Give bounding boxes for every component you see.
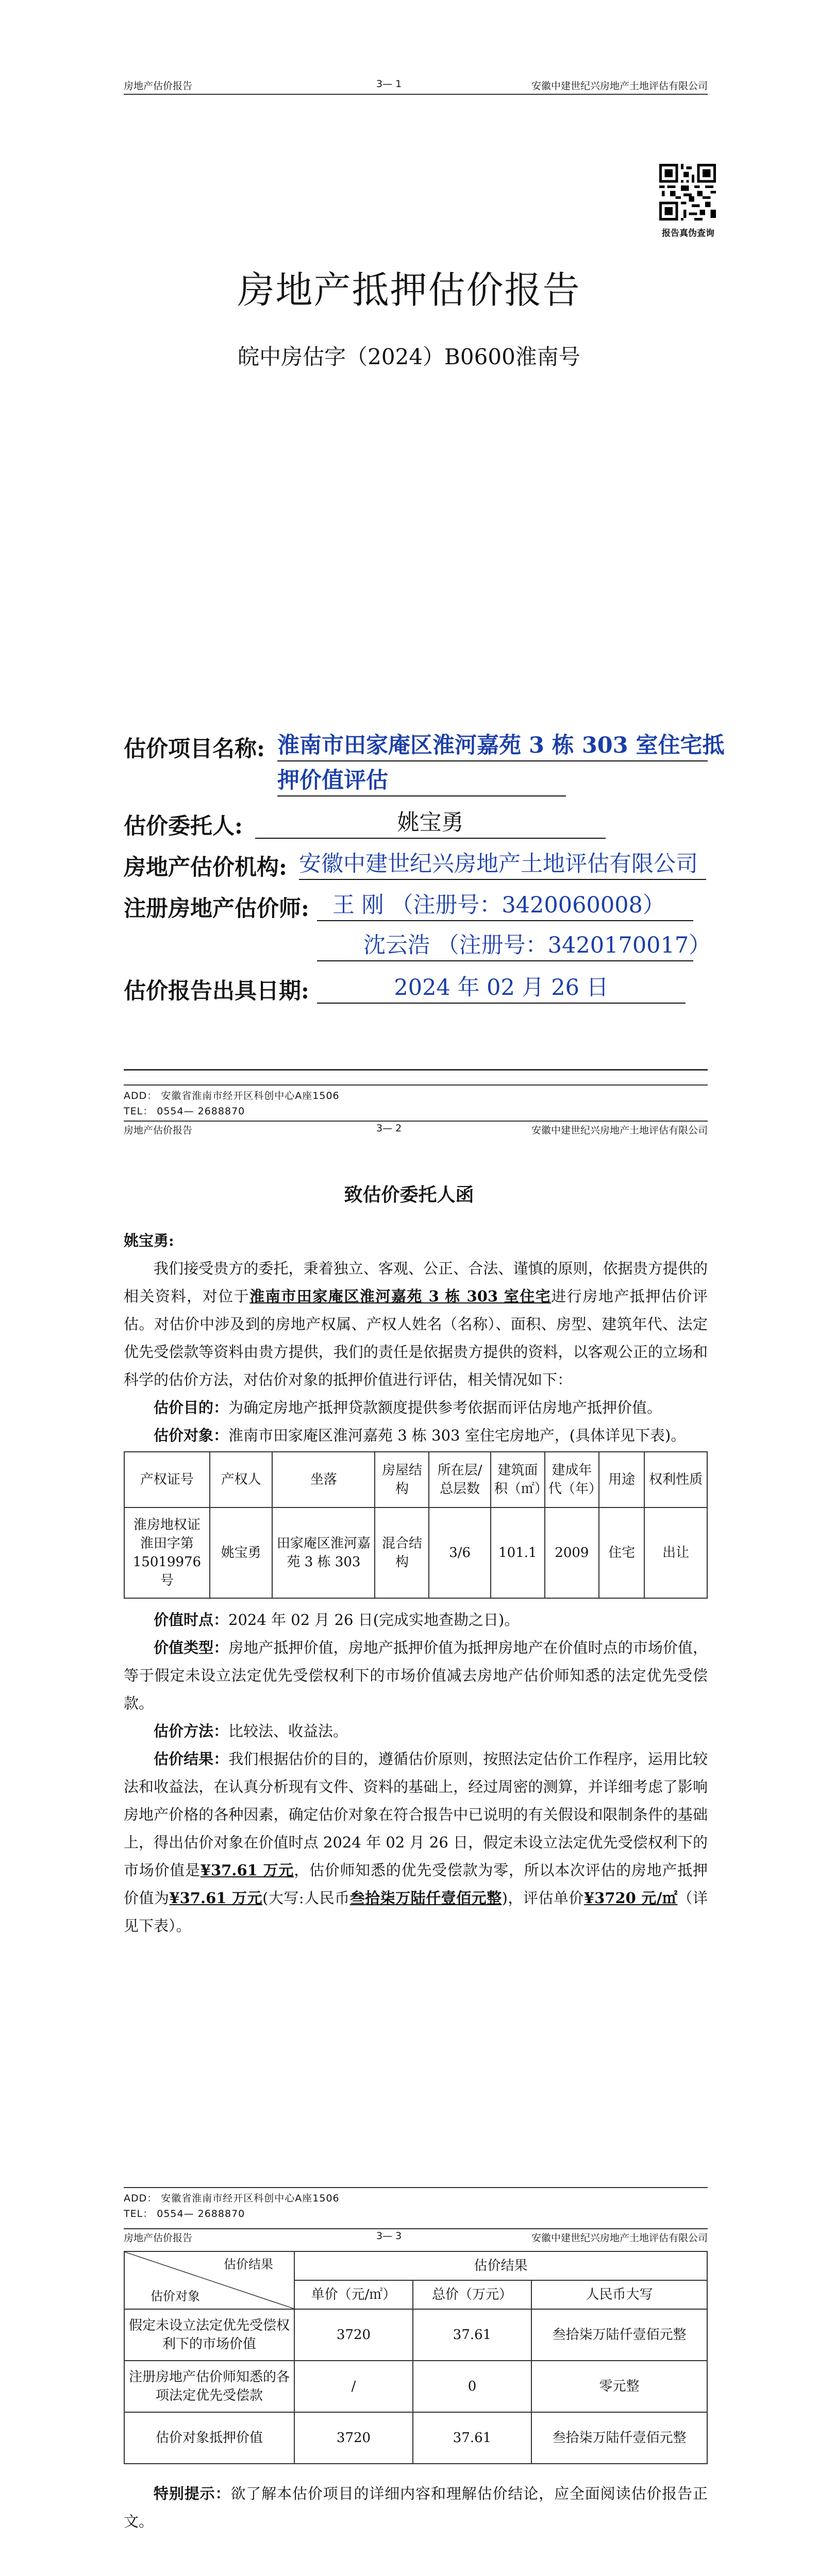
purpose-paragraph: 估价目的：为确定房地产抵押贷款额度提供参考依据而评估房地产抵押价值。 bbox=[154, 1399, 662, 1416]
row-total: 37.61 bbox=[413, 2412, 531, 2464]
table-row bbox=[124, 2361, 707, 2412]
header-left: 房地产估价报告 bbox=[124, 1125, 193, 1136]
corner-cell bbox=[124, 2251, 294, 2309]
mortgage-value: ¥37.61 万元 bbox=[169, 1889, 263, 1907]
row-total: 37.61 bbox=[413, 2309, 531, 2361]
salutation: 姚宝勇: bbox=[124, 1232, 174, 1249]
project-name-line2: 押价值评估 bbox=[277, 767, 566, 796]
row-caps: 零元整 bbox=[531, 2361, 707, 2412]
row-caps: 叁拾柒万陆仟壹佰元整 bbox=[531, 2412, 707, 2464]
report-title: 房地产抵押估价报告 bbox=[237, 268, 581, 312]
method-paragraph: 估价方法：比较法、收益法。 bbox=[154, 1722, 348, 1740]
page-footer bbox=[124, 2187, 708, 2223]
qr-caption: 报告真伪查询 bbox=[662, 228, 714, 239]
appraiser-row bbox=[124, 891, 711, 969]
appraiser-2: 沈云浩 （注册号：3420170017） bbox=[317, 931, 693, 961]
appraiser-label: 注册房地产估价师: bbox=[124, 896, 309, 922]
header-page-number: 3— 2 bbox=[376, 1123, 402, 1134]
cell-use: 住宅 bbox=[599, 1507, 644, 1598]
market-value: ¥37.61 万元 bbox=[200, 1861, 294, 1879]
cell-area: 101.1 bbox=[491, 1507, 545, 1598]
col-total: 总价（万元） bbox=[413, 2280, 531, 2309]
row-label: 注册房地产估价师知悉的各项法定优先受偿款 bbox=[124, 2361, 294, 2412]
letter-page bbox=[0, 1136, 818, 2244]
table-row bbox=[124, 1507, 707, 1598]
project-name-line1: 淮南市田家庵区淮河嘉苑 3 栋 303 室住宅抵 bbox=[277, 732, 708, 761]
cover-page bbox=[0, 0, 818, 1136]
report-date-value: 2024 年 02 月 26 日 bbox=[317, 974, 686, 1004]
unit-price: ¥3720 元/㎡ bbox=[583, 1889, 678, 1907]
letter-body bbox=[124, 1227, 708, 1449]
client-label: 估价委托人: bbox=[124, 814, 243, 839]
row-caps: 叁拾柒万陆仟壹佰元整 bbox=[531, 2309, 707, 2361]
row-label: 估价对象抵押价值 bbox=[124, 2412, 294, 2464]
th-location: 坐落 bbox=[272, 1452, 375, 1507]
page-header bbox=[124, 77, 708, 95]
cell-right: 出让 bbox=[644, 1507, 707, 1598]
agency-label: 房地产估价机构: bbox=[124, 855, 287, 880]
agency-row bbox=[124, 850, 708, 881]
th-use: 用途 bbox=[599, 1452, 644, 1507]
object-paragraph: 估价对象：淮南市田家庵区淮河嘉苑 3 栋 303 室住宅房地产，(具体详见下表)。 bbox=[154, 1427, 686, 1444]
th-structure: 房屋结构 bbox=[375, 1452, 429, 1507]
th-owner: 产权人 bbox=[210, 1452, 273, 1507]
letter-title: 致估价委托人函 bbox=[344, 1184, 474, 1206]
client-row bbox=[124, 809, 708, 840]
report-date-label: 估价报告出具日期: bbox=[124, 978, 309, 1004]
header-page-number: 3— 3 bbox=[376, 2230, 402, 2242]
table-row bbox=[124, 2309, 707, 2361]
cell-year: 2009 bbox=[545, 1507, 599, 1598]
mortgage-value-caps: 叁拾柒万陆仟壹佰元整 bbox=[349, 1889, 502, 1907]
header-company: 安徽中建世纪兴房地产土地评估有限公司 bbox=[531, 1125, 708, 1136]
header-left: 房地产估价报告 bbox=[124, 2232, 193, 2244]
special-tip bbox=[124, 2480, 708, 2535]
cell-location: 田家庵区淮河嘉苑 3 栋 303 bbox=[272, 1507, 375, 1598]
cover-divider bbox=[124, 1069, 708, 1071]
page3-header-strip bbox=[124, 2228, 708, 2244]
footer-address: ADD： 安徽省淮南市经开区科创中心A座1506 bbox=[124, 1090, 340, 1101]
results-table bbox=[124, 2251, 708, 2464]
property-address: 淮南市田家庵区淮河嘉苑 3 栋 303 室住宅 bbox=[249, 1287, 552, 1305]
corner-top: 估价结果 bbox=[224, 2257, 273, 2272]
th-floor: 所在层/总层数 bbox=[429, 1452, 490, 1507]
header-company: 安徽中建世纪兴房地产土地评估有限公司 bbox=[531, 80, 708, 92]
table-row bbox=[124, 2412, 707, 2464]
project-name-row bbox=[124, 732, 725, 804]
appraiser-1: 王 刚 （注册号：3420060008） bbox=[317, 891, 693, 921]
cell-floor: 3/6 bbox=[429, 1507, 490, 1598]
results-page bbox=[0, 2244, 818, 2576]
property-table bbox=[124, 1451, 708, 1599]
letter-intro: 我们接受贵方的委托，秉着独立、客观、公正、合法、谨慎的原则，依据贵方提供的相关资料，对位于淮南市田家庵区淮河嘉苑 3 栋 303 室住宅进行房地产抵押估价评估。对估价中涉及到的房地产权属、产权人姓名（名称）、面积、房型、建筑年代、法定优先受偿款等资料由贵方提供，我们的责任是依据贵方提供的资料，以客观公正的立场和科学的估价方法，对估价对象的抵押价值进行评估，相关情况如下： bbox=[124, 1260, 708, 1388]
th-area: 建筑面积（㎡） bbox=[491, 1452, 545, 1507]
page-footer bbox=[124, 1084, 708, 1121]
row-unit: 3720 bbox=[294, 2309, 413, 2361]
row-unit: 3720 bbox=[294, 2412, 413, 2464]
corner-bottom: 估价对象 bbox=[151, 2289, 200, 2303]
cell-structure: 混合结构 bbox=[375, 1507, 429, 1598]
col-caps: 人民币大写 bbox=[531, 2280, 707, 2309]
footer-address: ADD： 安徽省淮南市经开区科创中心A座1506 bbox=[124, 2193, 340, 2204]
tip-label: 特别提示： bbox=[154, 2485, 231, 2502]
cell-cert: 淮房地权证淮田字第15019976号 bbox=[124, 1507, 210, 1598]
th-right: 权利性质 bbox=[644, 1452, 707, 1507]
footer-tel: TEL： 0554— 2688870 bbox=[124, 1106, 245, 1117]
header-left: 房地产估价报告 bbox=[124, 80, 193, 92]
report-date-row bbox=[124, 974, 708, 1005]
value-type-paragraph: 价值类型：房地产抵押价值，房地产抵押价值为抵押房地产在价值时点的市场价值，等于假定未设立法定优先受偿权利下的市场价值减去房地产估价师知悉的法定优先受偿款。 bbox=[124, 1639, 708, 1712]
tip-text: 欲了解本估价项目的详细内容和理解估价结论，应全面阅读估价报告正文。 bbox=[124, 2485, 708, 2530]
group-header: 估价结果 bbox=[294, 2251, 707, 2280]
header-page-number: 3— 1 bbox=[376, 78, 402, 90]
report-number: 皖中房估字（2024）B0600淮南号 bbox=[238, 344, 580, 369]
property-table-header bbox=[124, 1452, 707, 1507]
header-company: 安徽中建世纪兴房地产土地评估有限公司 bbox=[531, 2232, 708, 2244]
col-unit: 单价（元/㎡） bbox=[294, 2280, 413, 2309]
result-paragraph: 估价结果：我们根据估价的目的，遵循估价原则，按照法定估价工作程序，运用比较法和收益法，在认真分析现有文件、资料的基础上，经过周密的测算，并详细考虑了影响房地产价格的各种因素，确定估价对象在符合报告中已说明的有关假设和限制条件的基础上，得出估价对象在价值时点 2024 年 02 月 26 日，假定未设立法定优先受偿权利下的市场价值是¥37.61 万元，估价师知悉的优先受偿款为零，所以本次评估的房地产抵押价值为¥37.61 万元(大写:人民币叁拾柒万陆仟壹佰元整)，评估单价¥3720 元/㎡（详见下表）。 bbox=[124, 1750, 708, 1935]
project-name-label: 估价项目名称: bbox=[124, 736, 265, 762]
client-value: 姚宝勇 bbox=[255, 809, 606, 839]
cell-owner: 姚宝勇 bbox=[210, 1507, 273, 1598]
page2-header-strip bbox=[124, 1121, 708, 1136]
value-date-paragraph: 价值时点：2024 年 02 月 26 日(完成实地查勘之日)。 bbox=[154, 1611, 520, 1629]
row-total: 0 bbox=[413, 2361, 531, 2412]
agency-value: 安徽中建世纪兴房地产土地评估有限公司 bbox=[299, 850, 706, 880]
letter-body-2 bbox=[124, 1606, 708, 1940]
footer-tel: TEL： 0554— 2688870 bbox=[124, 2208, 245, 2219]
row-label: 假定未设立法定优先受偿权利下的市场价值 bbox=[124, 2309, 294, 2361]
th-year: 建成年代（年） bbox=[545, 1452, 599, 1507]
th-cert: 产权证号 bbox=[124, 1452, 210, 1507]
row-unit: / bbox=[294, 2361, 413, 2412]
qr-code-icon[interactable] bbox=[659, 164, 716, 221]
